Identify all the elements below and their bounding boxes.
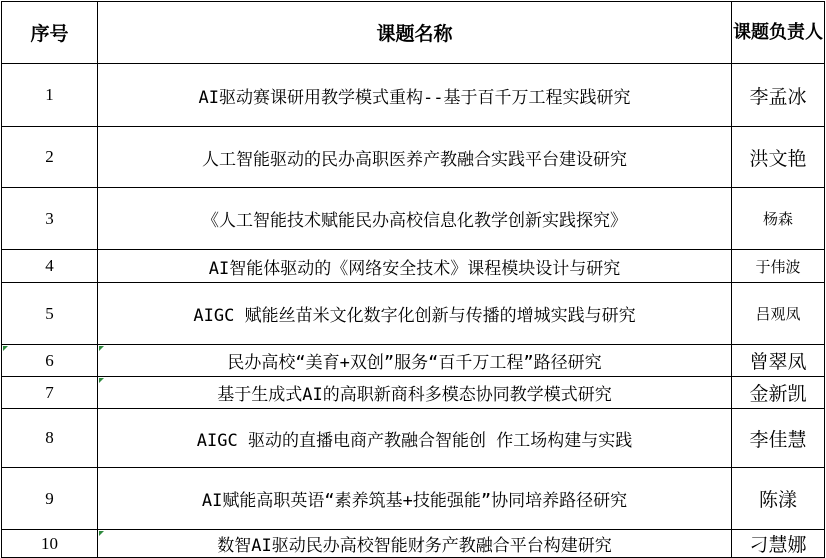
row-number: 9 [2,468,98,530]
topic-leader: 曾翠凤 [732,345,825,377]
row-number: 7 [2,377,98,409]
topic-title: AIGC 驱动的直播电商产教融合智能创 作工场构建与实践 [98,409,732,468]
row-number: 6 [2,345,98,377]
research-topics-table-wrapper [1,1,824,558]
header-leader: 课题负责人 [732,2,825,64]
topic-leader: 刁慧娜 [732,530,825,558]
table-row [2,188,825,250]
topic-leader: 金新凯 [732,377,825,409]
table-row [2,530,825,558]
row-number: 5 [2,283,98,345]
topic-title: 《人工智能技术赋能民办高校信息化教学创新实践探究》 [98,188,732,250]
table-row [2,127,825,188]
topic-title: AI驱动赛课研用教学模式重构--基于百千万工程实践研究 [98,64,732,127]
header-topic-name: 课题名称 [98,2,732,64]
table-row [2,409,825,468]
row-number: 3 [2,188,98,250]
table-row [2,345,825,377]
table-row [2,64,825,127]
row-number: 2 [2,127,98,188]
table-row [2,377,825,409]
topic-leader: 杨森 [732,188,825,250]
header-number: 序号 [2,2,98,64]
row-number: 4 [2,250,98,283]
table-row [2,468,825,530]
topic-title: 民办高校“美育+双创”服务“百千万工程”路径研究 [98,345,732,377]
topic-leader: 李孟冰 [732,64,825,127]
topic-title: 数智AI驱动民办高校智能财务产教融合平台构建研究 [98,530,732,558]
research-topics-table [1,1,825,558]
topic-title: AI赋能高职英语“素养筑基+技能强能”协同培养路径研究 [98,468,732,530]
topic-title: AI智能体驱动的《网络安全技术》课程模块设计与研究 [98,250,732,283]
row-number: 8 [2,409,98,468]
topic-leader: 陈漾 [732,468,825,530]
topic-title: AIGC 赋能丝苗米文化数字化创新与传播的增城实践与研究 [98,283,732,345]
row-number: 10 [2,530,98,558]
row-number: 1 [2,64,98,127]
header-row [2,2,825,64]
table-row [2,283,825,345]
topic-leader: 李佳慧 [732,409,825,468]
topic-leader: 吕观凤 [732,283,825,345]
topic-leader: 于伟波 [732,250,825,283]
topic-title: 人工智能驱动的民办高职医养产教融合实践平台建设研究 [98,127,732,188]
topic-title: 基于生成式AI的高职新商科多模态协同教学模式研究 [98,377,732,409]
topic-leader: 洪文艳 [732,127,825,188]
table-row [2,250,825,283]
